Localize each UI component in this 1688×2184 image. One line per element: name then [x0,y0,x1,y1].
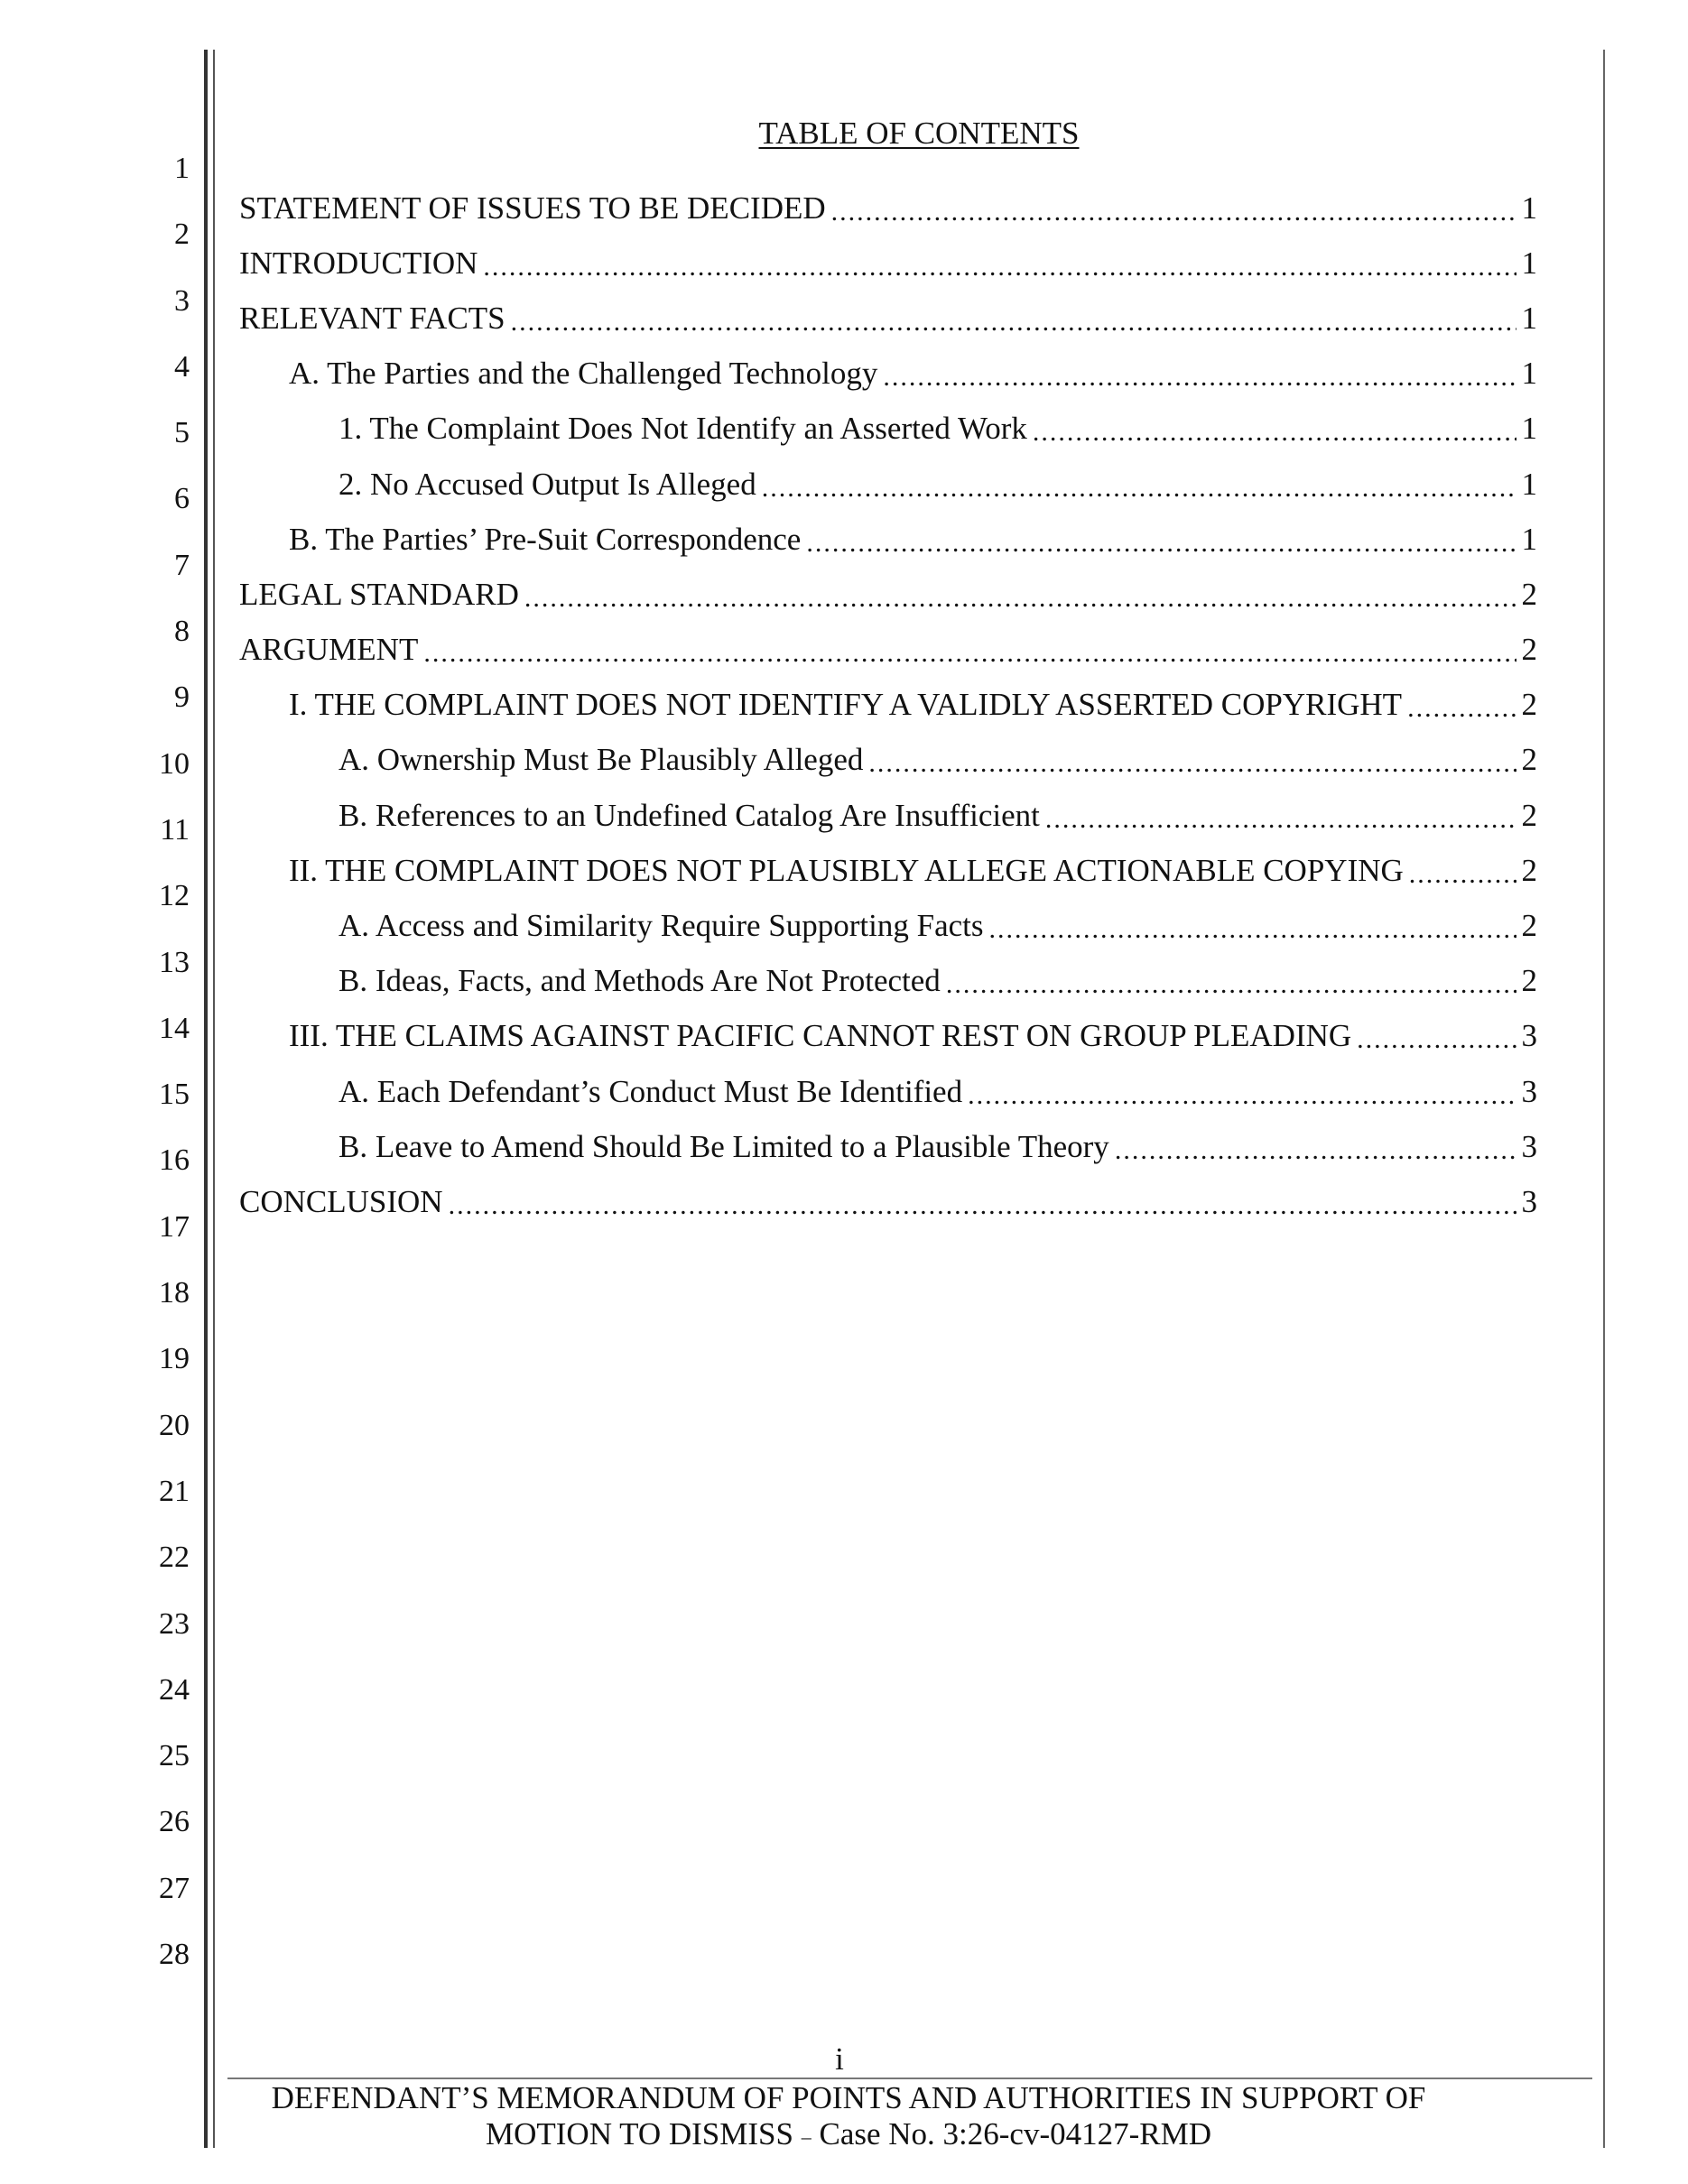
line-number: 27 [159,1871,190,1905]
line-number: 6 [174,482,190,516]
line-number: 1 [174,152,190,185]
dot-leader [483,254,1516,281]
line-number: 16 [159,1143,190,1178]
toc-entry-title: A. Access and Similarity Require Supporting Facts [339,908,984,944]
dot-leader [511,309,1516,336]
toc-entry-title: I. THE COMPLAINT DOES NOT IDENTIFY A VALIDLY ASSERTED COPYRIGHT [289,687,1403,723]
dot-leader [1033,419,1516,446]
toc-entry-title: B. The Parties’ Pre-Suit Correspondence [289,521,802,557]
toc-entry-title: A. The Parties and the Challenged Technology [289,356,878,392]
toc-entry-title: INTRODUCTION [239,245,478,281]
toc-entry-title: RELEVANT FACTS [239,300,505,336]
dot-leader [423,640,1516,667]
dot-leader [868,750,1516,777]
toc-entry-title: 1. The Complaint Does Not Identify an Asserted Work [339,411,1027,447]
toc-entry-page: 1 [1521,300,1537,336]
toc-entry-page: 1 [1521,190,1537,226]
toc-entry[interactable] [239,402,1537,457]
toc-entry-title: A. Ownership Must Be Plausibly Alleged [339,742,864,778]
toc-entry-page: 2 [1521,852,1537,888]
dot-leader [968,1082,1516,1109]
line-number: 9 [174,680,190,715]
line-number: 3 [174,283,190,318]
line-number: 10 [159,746,190,781]
footer-rule [227,2078,1592,2079]
dot-leader [831,199,1516,226]
toc-entry-title: 2. No Accused Output Is Alleged [339,466,756,502]
line-number: 22 [159,1541,190,1575]
toc-entry[interactable] [239,1064,1537,1119]
line-number: 21 [159,1474,190,1508]
toc-entry-page: 2 [1521,576,1537,612]
toc-entry-page: 1 [1521,521,1537,557]
line-number: 2 [174,217,190,252]
toc-entry[interactable] [239,347,1537,402]
line-number: 17 [159,1209,190,1244]
dot-leader [1357,1026,1516,1053]
line-number: 19 [159,1342,190,1376]
dot-leader [1045,806,1516,833]
dot-leader [1115,1137,1516,1164]
toc-entry-page: 2 [1521,742,1537,778]
toc-entry[interactable] [239,1174,1537,1229]
toc-entry-page: 3 [1521,1128,1537,1164]
footer-line-2 [226,2116,1471,2155]
page-number: i [835,2041,844,2077]
line-number: 8 [174,615,190,649]
footer-dash: – [801,2124,812,2148]
footer-motion: MOTION TO DISMISS [485,2116,793,2152]
toc-entry-page: 2 [1521,632,1537,668]
toc-entry-title: LEGAL STANDARD [239,576,519,612]
toc-entry-page: 1 [1521,466,1537,502]
toc-entry-title: B. References to an Undefined Catalog Are Insufficient [339,797,1040,833]
line-number: 14 [159,1011,190,1045]
line-number: 11 [160,812,190,847]
footer-case-number: Case No. 3:26-cv-04127-RMD [819,2116,1211,2152]
toc-entry[interactable] [239,843,1537,898]
dot-leader [449,1192,1516,1219]
toc-entry-title: II. THE COMPLAINT DOES NOT PLAUSIBLY ALLEGE ACTIONABLE COPYING [289,852,1404,888]
dot-leader [524,585,1516,612]
toc-entry-title: ARGUMENT [239,632,419,668]
toc-entry[interactable] [239,291,1537,346]
line-number: 26 [159,1805,190,1839]
footer-line-1: DEFENDANT’S MEMORANDUM OF POINTS AND AUTHORITIES IN SUPPORT OF [271,2080,1426,2115]
table-of-contents [239,180,1537,1230]
toc-entry-title: A. Each Defendant’s Conduct Must Be Identified [339,1073,963,1109]
toc-entry-title: III. THE CLAIMS AGAINST PACIFIC CANNOT REST ON GROUP PLEADING [289,1018,1352,1054]
line-number: 7 [174,548,190,582]
toc-entry-title: B. Ideas, Facts, and Methods Are Not Protected [339,963,941,999]
line-number: 20 [159,1408,190,1442]
toc-entry-page: 2 [1521,797,1537,833]
toc-entry-page: 2 [1521,963,1537,999]
toc-entry[interactable] [239,457,1537,512]
toc-entry-page: 1 [1521,356,1537,392]
line-number: 5 [174,416,190,450]
toc-entry[interactable] [239,954,1537,1009]
toc-entry-title: B. Leave to Amend Should Be Limited to a Plausible Theory [339,1128,1109,1164]
line-number: 18 [159,1276,190,1310]
dot-leader [946,971,1516,998]
toc-entry-page: 3 [1521,1018,1537,1054]
toc-entry-page: 3 [1521,1073,1537,1109]
toc-entry[interactable] [239,1009,1537,1064]
dot-leader [883,364,1516,391]
toc-entry-page: 3 [1521,1183,1537,1219]
left-margin-rule-inner [213,50,215,2148]
toc-entry[interactable] [239,512,1537,567]
footer [226,2080,1471,2155]
line-number: 23 [159,1606,190,1641]
toc-entry-title: CONCLUSION [239,1183,443,1219]
dot-leader [806,530,1516,557]
dot-leader [989,916,1516,943]
line-number: 12 [159,879,190,913]
toc-entry-page: 1 [1521,411,1537,447]
right-margin-rule [1603,50,1605,2148]
toc-entry[interactable] [239,236,1537,291]
line-number: 4 [174,349,190,384]
page-title: TABLE OF CONTENTS [758,116,1080,151]
toc-entry[interactable] [239,623,1537,678]
line-number: 15 [159,1078,190,1112]
line-number: 13 [159,945,190,979]
toc-entry[interactable] [239,567,1537,622]
dot-leader [1409,861,1516,888]
toc-entry[interactable] [239,733,1537,788]
toc-entry-page: 2 [1521,687,1537,723]
dot-leader [1407,695,1516,722]
line-number: 25 [159,1739,190,1773]
toc-entry[interactable] [239,898,1537,953]
line-number: 24 [159,1672,190,1707]
line-numbers [126,135,190,1987]
toc-entry-page: 2 [1521,908,1537,944]
toc-entry[interactable] [239,1119,1537,1174]
toc-entry-title: STATEMENT OF ISSUES TO BE DECIDED [239,190,826,226]
dot-leader [762,475,1516,502]
toc-entry[interactable] [239,788,1537,843]
line-number: 28 [159,1938,190,1972]
toc-entry[interactable] [239,678,1537,733]
toc-entry-page: 1 [1521,245,1537,281]
left-margin-rule [204,50,208,2148]
toc-entry[interactable] [239,180,1537,236]
